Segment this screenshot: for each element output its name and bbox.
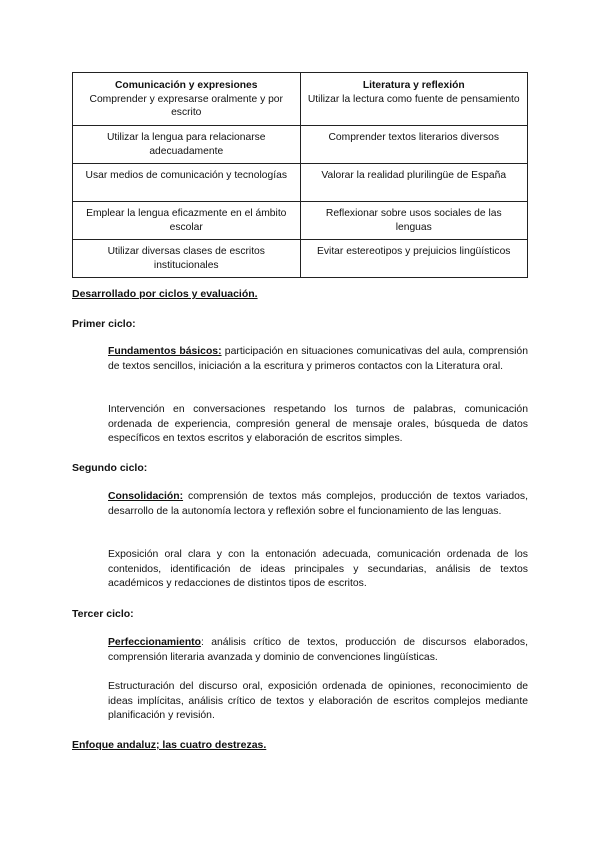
table-row: [73, 164, 528, 202]
table-cell: Utilizar la lengua para relacionarse adecuadamente: [73, 126, 301, 164]
table-row: [73, 126, 528, 164]
table-cell: Comprender textos literarios diversos: [300, 126, 528, 164]
table-cell: Evitar estereotipos y prejuicios lingüísticos: [300, 240, 528, 278]
section-title: Desarrollado por ciclos y evaluación.: [72, 288, 258, 300]
cycle-lead: Perfeccionamiento: [108, 637, 201, 648]
cycle-paragraph: Intervención en conversaciones respetando los turnos de palabras, comunicación ordenada de experiencia, compresión general de mensaje orales, búsqueda de datos específicos en textos escritos y elaboración de escritos simples.: [108, 404, 528, 445]
cycle-paragraph-text: participación en situaciones comunicativas del aula, comprensión de textos sencillos, iniciación a la escritura y primeros contactos con la Literatura oral.: [108, 346, 528, 372]
cycle-lead: Fundamentos básicos:: [108, 346, 222, 357]
table-cell: Reflexionar sobre usos sociales de las lenguas: [300, 202, 528, 240]
column-title: Comunicación y expresiones: [115, 80, 258, 91]
objectives-table: [72, 72, 528, 278]
cycle-paragraph-text: : análisis crítico de textos, producción de discursos elaborados, comprensión literaria avanzada y dominio de convenciones lingüísticas.: [108, 637, 528, 663]
cycle-heading: Tercer ciclo:: [72, 608, 134, 620]
cycle-paragraph: [108, 636, 528, 665]
footer-section-title: Enfoque andaluz; las cuatro destrezas.: [72, 739, 267, 751]
table-row: [73, 240, 528, 278]
table-cell: Emplear la lengua eficazmente en el ámbito escolar: [73, 202, 301, 240]
column-subtitle: Utilizar la lectura como fuente de pensamiento: [307, 93, 520, 105]
column-title: Literatura y reflexión: [362, 80, 465, 91]
cycle-paragraph: [108, 345, 528, 374]
cycle-lead: Consolidación:: [108, 491, 184, 502]
column-subtitle: Comprender y expresarse oralmente y por escrito: [89, 93, 283, 118]
cycle-paragraph: Exposición oral clara y con la entonación adecuada, comunicación ordenada de los contenidos, identificación de ideas principales y secundarias, análisis de textos académicos y redacciones de distintos tipos de escritos.: [108, 549, 528, 590]
cycle-heading: Primer ciclo:: [72, 318, 136, 330]
table-cell: Usar medios de comunicación y tecnologías: [73, 164, 301, 202]
cycle-paragraph-text: comprensión de textos más complejos, producción de textos variados, desarrollo de la autonomía lectora y reflexión sobre el funcionamiento de las lenguas.: [108, 491, 528, 517]
cycle-paragraph: [108, 490, 528, 519]
cycle-paragraph: Estructuración del discurso oral, exposición ordenada de opiniones, reconocimiento de ideas implícitas, análisis crítico de textos y elaboración de escritos complejos mediante planificación y revisión.: [108, 681, 528, 722]
table-cell: Utilizar diversas clases de escritos institucionales: [73, 240, 301, 278]
cycle-heading: Segundo ciclo:: [72, 462, 148, 474]
table-cell: Valorar la realidad plurilingüe de España: [300, 164, 528, 202]
table-header-row: [73, 73, 528, 126]
table-header-cell: [300, 73, 528, 126]
table-row: [73, 202, 528, 240]
table-header-cell: [73, 73, 301, 126]
